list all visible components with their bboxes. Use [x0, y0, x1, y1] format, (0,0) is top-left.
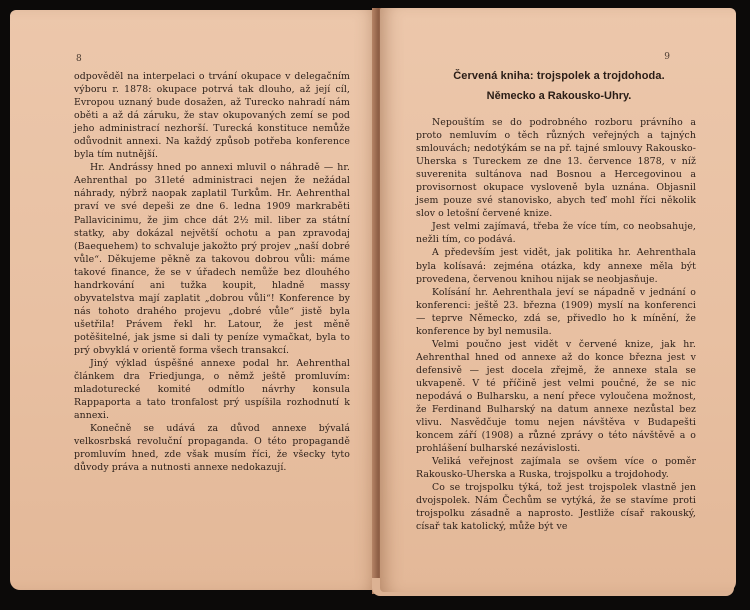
right-page [380, 8, 736, 592]
paragraph: Co se trojspolku týká, tož jest trojspolek vlastně jen dvojspolek. Nám Čechům se vytýká, že se stavíme proti trojspolku zásadně a naprosto. Jestliže císař rakouský, císař tak katolický, může být ve [416, 482, 696, 533]
paragraph: odpověděl na interpelaci o trvání okupace v delegačním výboru r. 1878: okupace potrvá tak dlouho, až její cíl, Evropou uznaný bude dosažen, až Turecko nahradí nám oběti a až dá záruku, že stav okupovaných zemí se pod jeho administrací nezhorší. Turecká konstituce nemůže odůvodnit annexi. Na každý způsob potřeba konference byla tím nutnější. [74, 71, 350, 161]
paragraph: Veliká veřejnost zajímala se ovšem více o poměr Rakousko-Uherska a Ruska, trojspolku a trojdohody. [416, 456, 696, 481]
paragraph: Kolísání hr. Aehrenthala jeví se nápadně v jednání o konferenci: ještě 23. března (1909) myslí na konferenci — teprve Německo, zdá se, přivedlo ho k mínění, že konference by byl nemusila. [416, 286, 696, 337]
left-page-text [74, 70, 350, 474]
paragraph: Hr. Andrássy hned po annexi mluvil o náhradě — hr. Aehrenthal po 31leté administraci nejen že nežádal náhrady, nýbrž naopak zaplatil Turkům. Hr. Aehrenthal praví ve své depeši ze dne 6. ledna 1909 markraběti Pallavicinimu, že jim chce dát 2½ mil. liber za státní statky, aby dokázal největší ochotu a pan zpravodaj (Baequehem) to schvaluje jakožto prý projev „naší dobré vůle“. Děkujeme pěkně za takovou dobrou vůli: máme takové finance, že se v úřadech nemůže bez dlouhého handrkování ani tužka koupit, hladně massy obyvatelstva mají zaplatit „dobrou vůli“! Konference by nás tohoto drahého projevu „dobré vůle“ jistě byla ušetřila! Právem řekl hr. Latour, že jest měně potěšitelné, jak jsme si dali ty peníze vymačkat, byla to prý obvyklá v orientě forma všech transakcí. [74, 162, 350, 356]
page-number-left: 8 [76, 54, 82, 64]
page-number-right: 9 [664, 52, 670, 62]
paragraph: Nepouštím se do podrobného rozboru právního a proto nemluvím o těch různých veřejných a tajných smlouvách; nedotýkám se na př. tajné smlouvy Rakousko-Uherska s Tureckem ze dne 13. července 1878, v níž suverenita sultánova nad Bosnou a Hercegovinou a provisornost okupace vysloveně byla uznána. Objasnil jsem pouze své stanovisko, abych teď mohl říci několik slov o letošní červené knize. [416, 117, 696, 220]
paragraph: Jest velmi zajímavá, třeba že více tím, co neobsahuje, nežli tím, co podává. [416, 221, 696, 246]
paragraph: A především jest vidět, jak politika hr. Aehrenthala byla kolísavá: zejména otázka, kdy annexe měla být provedena, červenou knihou nijak se neobjasňuje. [416, 247, 696, 285]
paragraph: Konečně se udává za důvod annexe bývalá velkosrbská revoluční propaganda. O této propagandě promluvím hned, zde však musím říci, že všecky tyto důvody práva a nutnosti annexe nedokazují. [74, 423, 350, 474]
chapter-heading: Červená kniha: trojspolek a trojdohoda. [453, 70, 665, 82]
paragraph: Velmi poučno jest vidět v červené knize, jak hr. Aehrenthal hned od annexe až do konce března jest v defensivě — jest docela zřejmě, že annexe stala se ukvapeně. V té příčině jest velmi poučné, že se nic nepodává o Bulharsku, a není přece vyloučena možnost, že Ferdinand Bulharský na datum annexe nezůstal bez vlivu. Nasvědčuje tomu nejen návštěva v Budapešti koncem září (1908) a různé zprávy o této návštěvě a o prohlášení bulharské nezávislosti. [416, 338, 696, 455]
chapter-subheading: Německo a Rakousko-Uhry. [486, 90, 632, 102]
right-page-text [416, 116, 696, 534]
paragraph: Jiný výklad úspěšné annexe podal hr. Aehrenthal článkem dra Friedjunga, o němž ještě promluvím: mladoturecké komité odmítlo návrhy konsula Rappaporta a tato tronfalost prý uspíšila rozhodnutí k annexi. [74, 358, 350, 422]
left-page [10, 10, 378, 590]
